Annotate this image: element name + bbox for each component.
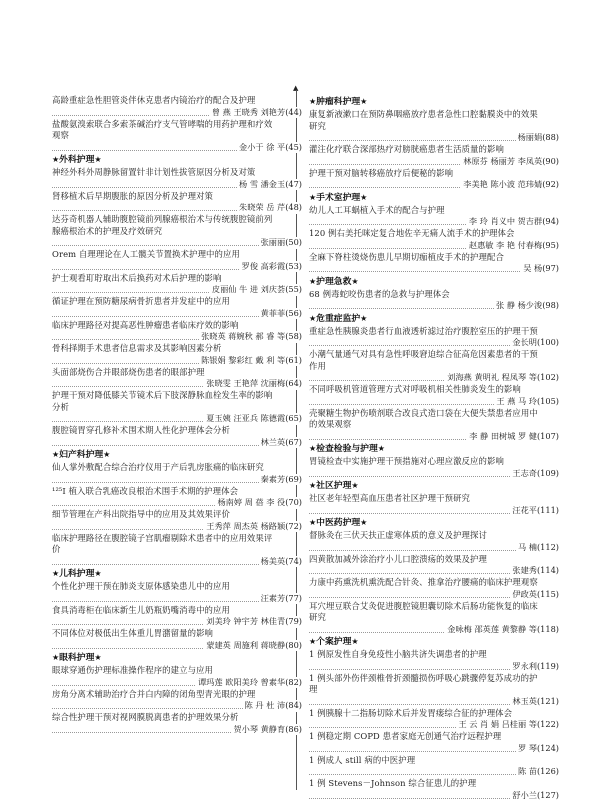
entry-title-line: 仙人掌外敷配合综合治疗仪用于产后乳房胀痛的临床研究	[52, 462, 264, 472]
entry-authors: 张丽丽	[260, 237, 286, 247]
entry-authors: 吴 杨	[523, 263, 543, 273]
toc-entry[interactable]	[52, 425, 302, 448]
section-label: 社区护理	[316, 481, 352, 491]
star-icon: ★	[360, 518, 368, 527]
toc-entry[interactable]	[52, 273, 302, 296]
entry-title-line: 达芬奇机器人辅助腹腔镜前列腺癌根治术与传统腹腔镜前列	[52, 214, 273, 224]
entry-title-line: 理	[309, 684, 318, 694]
page-number: (124)	[536, 742, 559, 753]
entry-title-line: 1 例原发性自身免疫性小脑共济失调患者的护理	[309, 649, 487, 659]
dot-leader-line	[309, 179, 559, 191]
entry-authors: 罗永利	[512, 660, 537, 671]
toc-entry[interactable]	[52, 533, 302, 568]
dot-leader-line	[52, 308, 302, 320]
entry-authors: 朱晓荣 岳 芹	[239, 202, 286, 212]
page-number: (95)	[542, 239, 559, 250]
page-number: (50)	[285, 237, 302, 247]
entry-title-line: 康复新液漱口在预防鼻咽癌放疗患者急性口腔黏膜炎中的效果	[309, 109, 538, 119]
star-icon: ★	[360, 192, 368, 202]
page-number: (79)	[285, 616, 302, 626]
entry-authors: 王 燕 马 玲	[496, 395, 537, 406]
toc-entry[interactable]	[309, 289, 559, 312]
entry-title-line: Orem 自理理论在人工髋关节置换术护理中的应用	[52, 249, 240, 259]
entry-authors: 王 云 肖 娟 吕桂丽 等	[458, 719, 537, 729]
page-number: (58)	[285, 331, 302, 341]
toc-entry[interactable]	[52, 689, 302, 712]
entry-title-line: 观察	[52, 130, 69, 140]
toc-entry[interactable]	[52, 509, 302, 532]
star-icon: ★	[52, 450, 60, 459]
page-number: (69)	[285, 473, 302, 484]
entry-authors: 李美艳 陈小波 范玮婧	[463, 179, 543, 189]
page-number: (109)	[536, 467, 559, 478]
section-label: 个案护理	[316, 637, 352, 647]
entry-title-line: 护理干预对脑转移癌放疗后便秘的影响	[309, 167, 454, 178]
toc-entry[interactable]	[309, 252, 559, 275]
star-icon: ★	[377, 444, 385, 453]
entry-authors: 张 静 杨少浚	[496, 300, 543, 310]
entry-title-line: 1 例胰腺十二指肠切除术后并发胃瘘综合征的护理体会	[309, 707, 513, 718]
section-heading	[309, 313, 559, 325]
entry-title-line: 护理干预对降低膝关节镜术后下肢深静脉血栓发生率的影响	[52, 390, 273, 400]
section-heading	[309, 517, 559, 529]
entry-title-line: 腺癌根治术的护理及疗效研究	[52, 225, 163, 236]
dot-leader-line	[309, 743, 559, 755]
entry-title-line: 神经外科外周静脉留置针非计划性拔管原因分析及对策	[52, 167, 256, 177]
page-number: (97)	[542, 263, 559, 273]
toc-entry[interactable]	[309, 530, 559, 553]
page-number: (127)	[536, 789, 559, 800]
dot-leader-line	[52, 700, 302, 712]
entry-authors: 王志奇	[512, 467, 537, 478]
toc-entry[interactable]	[309, 205, 559, 228]
entry-title-line: 1 例稳定期 COPD 患者家庭无创通气治疗远程护理	[309, 731, 502, 741]
section-label: 中医药护理	[316, 518, 361, 528]
page-number: (111)	[536, 504, 559, 515]
dot-leader-line	[309, 624, 559, 636]
star-icon: ★	[360, 313, 368, 323]
toc-entry[interactable]	[309, 168, 559, 191]
entry-authors: 蒙建英 周施利 蒋晓静	[206, 639, 286, 650]
entry-authors: 杨丽娟	[517, 132, 543, 142]
entry-title-line: 头面部烧伤合并眼部烧伤患者的眼部护理	[52, 366, 205, 377]
entry-title-line: 眼球穿通伤护理标准操作程序的建立与应用	[52, 665, 214, 675]
star-icon: ★	[309, 192, 317, 202]
entry-title-line: 120 例右美托咪定复合地佐辛无痛人流手术的护理体会	[309, 228, 515, 238]
entry-title-line: 细节管理在产科出院指导中的应用及其效果评价	[52, 509, 230, 519]
toc-entry[interactable]	[52, 191, 302, 214]
section-label: 眼科护理	[59, 653, 95, 663]
entry-authors: 舒小兰	[512, 789, 537, 800]
dot-leader-line	[309, 766, 559, 778]
page-number: (64)	[285, 378, 302, 388]
page-number: (122)	[536, 719, 559, 729]
toc-column-right	[309, 95, 559, 802]
page-number: (121)	[536, 695, 559, 706]
dot-leader-line	[309, 240, 559, 252]
page-number: (65)	[285, 413, 302, 423]
section-label: 手术室护理	[316, 192, 361, 203]
entry-title-line: ¹²⁵I 植入联合乳癌改良根治术围手术期的护理体会	[52, 485, 239, 496]
entry-title-line: 力康中药熏洗机熏洗配合针灸、推拿治疗腰痛的临床护理观察	[309, 577, 538, 587]
entry-authors: 马 楠	[517, 541, 537, 552]
dot-leader-line	[52, 107, 302, 119]
entry-title-line: 胃镜检查中实施护理干预措施对心理应激反应的影响	[309, 456, 504, 466]
dot-leader-line	[309, 468, 559, 480]
toc-entry[interactable]	[52, 367, 302, 390]
dot-leader-line	[309, 696, 559, 708]
toc-entry[interactable]	[309, 673, 559, 708]
toc-entry[interactable]	[309, 577, 559, 600]
dot-leader-line	[52, 724, 302, 736]
entry-authors: 张晓雯 王艳萍 沈丽梅	[206, 378, 286, 388]
entry-title-line: 腹腔镜胃穿孔修补术围术期人性化护理体会分析	[52, 425, 230, 435]
dot-leader-line	[309, 396, 559, 408]
dot-leader-line	[309, 790, 559, 802]
entry-title-line: 不同呼吸机管道管理方式对呼吸机相关性肺炎发生的影响	[309, 384, 521, 394]
page-number: (44)	[285, 106, 302, 117]
page-number: (100)	[536, 337, 559, 347]
star-icon: ★	[309, 313, 317, 323]
dot-leader-line	[52, 497, 302, 509]
entry-title-line: 全麻下脊柱烫烧伤患儿早期切痂植皮手术的护理配合	[309, 251, 504, 262]
entry-title-line: 不同体位对极低出生体重儿胃潴留量的影响	[52, 628, 214, 638]
entry-title-line: 高龄重症急性胆管炎伴休克患者内镜治疗的配合及护理	[52, 95, 256, 105]
toc-entry[interactable]	[52, 486, 302, 509]
page-number: (70)	[285, 497, 302, 507]
entry-title-line: 骨科择期手术患者信息需求及其影响因素分析	[52, 343, 222, 353]
page-number: (105)	[536, 395, 559, 406]
entry-authors: 陈 苗	[517, 766, 537, 776]
star-icon: ★	[52, 653, 60, 662]
entry-authors: 林兰英	[260, 436, 286, 447]
toc-entry[interactable]	[52, 581, 302, 604]
entry-authors: 林原芬 杨丽芳 李凤英	[463, 155, 543, 166]
entry-authors: 张晓英 蒋婉秋 郝 睿 等	[201, 331, 286, 341]
entry-title-line: 作用	[309, 360, 326, 371]
toc-column-left	[52, 95, 302, 736]
entry-authors: 金咏梅 邵英莲 黄黎静 等	[447, 623, 537, 634]
entry-title-line: 分析	[52, 401, 69, 412]
toc-entry[interactable]	[309, 731, 559, 754]
entry-title-line: 68 例毒蛇咬伤患者的急救与护理体会	[309, 288, 450, 299]
entry-authors: 曾 燕 王晓秀 刘艳芳	[211, 106, 286, 117]
page-number: (88)	[542, 132, 559, 142]
page-number: (112)	[536, 541, 559, 552]
entry-title-line: 个性化护理干预在肺炎支原体感染患儿中的应用	[52, 581, 230, 591]
entry-authors: 秦素芳	[260, 473, 286, 484]
toc-entry[interactable]	[52, 462, 302, 485]
toc-entry[interactable]	[309, 144, 559, 167]
entry-authors: 罗 琴	[517, 742, 537, 753]
page-number: (74)	[285, 555, 302, 566]
page-number: (53)	[285, 260, 302, 271]
entry-title-line: 综合性护理干预对视网膜脱离患者的护理效果分析	[52, 712, 239, 722]
section-label: 肿瘤科护理	[316, 97, 361, 107]
dot-leader-line	[52, 202, 302, 214]
entry-title-line: 督脉灸在三伏天扶正虚寒体质的意义及护理探讨	[309, 530, 487, 540]
entry-title-line: 临床护理路径在腹腔镜子宫肌瘤剔除术患者中的应用效果评	[52, 532, 273, 543]
toc-entry[interactable]	[309, 456, 559, 479]
entry-title-line: 1 例成人 still 病的中医护理	[309, 754, 416, 765]
toc-entry[interactable]	[52, 605, 302, 628]
dot-leader-line	[309, 431, 559, 443]
dot-leader-line	[52, 521, 302, 533]
entry-title-line: 循证护理在预防糖尿病骨折患者并发症中的应用	[52, 296, 230, 306]
entry-title-line: 耳穴埋豆联合艾灸促进腹腔镜胆囊切除术后肠功能恢复的临床	[309, 600, 538, 611]
dot-leader-line	[309, 156, 559, 168]
entry-authors: 罗俊 高彩霞	[241, 260, 286, 271]
dot-leader-line	[52, 284, 302, 296]
toc-entry[interactable]	[309, 408, 559, 443]
entry-title-line: 幼儿人工耳蜗植入手术的配合与护理	[309, 204, 445, 215]
entry-title-line: 研究	[309, 120, 326, 131]
toc-entry[interactable]	[309, 778, 559, 801]
page-number: (114)	[536, 565, 559, 575]
toc-entry[interactable]	[309, 708, 559, 731]
page-number: (98)	[542, 300, 559, 310]
toc-entry[interactable]	[52, 320, 302, 343]
entry-authors: 刘美玲 钟宇芳 林佳青	[206, 616, 286, 626]
dot-leader-line	[309, 542, 559, 554]
toc-entry[interactable]	[309, 326, 559, 349]
page-number: (61)	[285, 354, 302, 365]
page-number: (119)	[536, 660, 559, 671]
section-heading	[52, 652, 302, 664]
page-number: (45)	[285, 141, 302, 152]
dot-leader-line	[309, 589, 559, 601]
entry-title-line: 1 例头部外伤伴颈椎骨折颈髓损伤呼吸心跳骤停复苏成功的护	[309, 672, 538, 683]
entry-authors: 赵惠敏 李 艳 付春梅	[468, 239, 543, 250]
page-number: (118)	[536, 623, 559, 634]
entry-authors: 李 玲 肖义中 贺吉群	[468, 216, 543, 226]
page-number: (72)	[285, 520, 302, 531]
entry-title-line: 1 例 Stevens－Johnson 综合征患儿的护理	[309, 778, 477, 788]
star-icon: ★	[351, 481, 359, 490]
entry-authors: 汪素芳	[260, 592, 286, 603]
page-number: (56)	[285, 307, 302, 318]
page-number: (80)	[285, 639, 302, 650]
page-number: (47)	[285, 178, 302, 189]
star-icon: ★	[52, 569, 60, 578]
entry-authors: 汪花平	[512, 504, 537, 515]
dot-leader-line	[52, 331, 302, 343]
toc-entry[interactable]	[309, 554, 559, 577]
dot-leader-line	[52, 142, 302, 154]
section-label: 外科护理	[59, 155, 95, 165]
entry-title-line: 盐酸氨溴索联合多索茶碱治疗支气管哮喘的用药护理和疗效	[52, 118, 273, 129]
page-number: (90)	[542, 155, 559, 166]
dot-leader-line	[52, 237, 302, 249]
toc-entry[interactable]	[52, 712, 302, 735]
page-number: (86)	[285, 723, 302, 734]
entry-title-line: 价	[52, 544, 61, 554]
section-heading	[52, 449, 302, 461]
toc-entry[interactable]	[52, 119, 302, 154]
section-heading	[309, 480, 559, 492]
entry-authors: 陈银娟 黎彩红 戴 利 等	[201, 354, 286, 365]
star-icon: ★	[309, 518, 317, 527]
toc-entry[interactable]	[52, 95, 302, 118]
section-label: 危重症监护	[316, 313, 361, 324]
toc-entry[interactable]	[309, 649, 559, 672]
entry-title-line: 四黄散加减外涂治疗小儿口腔溃疡的效果及护理	[309, 553, 487, 564]
section-heading	[309, 443, 559, 455]
section-heading	[309, 192, 559, 204]
page-number: (126)	[536, 766, 559, 776]
toc-entry[interactable]	[309, 601, 559, 636]
dot-leader-line	[309, 565, 559, 577]
dot-leader-line	[52, 413, 302, 425]
page-number: (84)	[285, 700, 302, 710]
section-label: 护理急救	[316, 276, 352, 287]
page-number: (115)	[536, 588, 559, 599]
entry-authors: 杨南婷 周 蓓 李 役	[217, 497, 286, 507]
entry-authors: 伊政英	[512, 588, 537, 599]
star-icon: ★	[309, 276, 317, 286]
section-heading	[52, 568, 302, 580]
page-number: (67)	[285, 436, 302, 447]
section-label: 检查检验与护理	[316, 444, 378, 454]
star-icon: ★	[94, 653, 102, 662]
entry-title-line: 灌注化疗联合深部热疗对膀胱癌患者生活质量的影响	[309, 144, 504, 154]
section-heading	[309, 276, 559, 288]
dot-leader-line	[309, 505, 559, 517]
dot-leader-line	[52, 556, 302, 568]
entry-title-line: 临床护理路径对提高恶性肿瘤患者临床疗效的影响	[52, 319, 239, 330]
toc-entry[interactable]	[309, 493, 559, 516]
star-icon: ★	[309, 481, 317, 490]
section-heading	[309, 636, 559, 648]
toc-entry[interactable]	[309, 755, 559, 778]
dot-leader-line	[52, 355, 302, 367]
entry-authors: 皮丽仙 牛 进 刘庆荟	[211, 284, 286, 294]
entry-authors: 林玉英	[512, 695, 537, 706]
star-icon: ★	[94, 155, 102, 164]
entry-authors: 陈 丹 杜 沛	[244, 700, 286, 710]
toc-entry[interactable]	[52, 167, 302, 190]
dot-leader-line	[52, 474, 302, 486]
toc-entry[interactable]	[52, 343, 302, 366]
star-icon: ★	[94, 569, 102, 578]
dot-leader-line	[52, 378, 302, 390]
dot-leader-line	[309, 337, 559, 349]
star-icon: ★	[351, 276, 359, 286]
dot-leader-line	[52, 179, 302, 191]
entry-authors: 金长明	[512, 337, 537, 347]
entry-authors: 夏玉姨 汪亚兵 陈德霞	[206, 413, 286, 423]
star-icon: ★	[103, 450, 111, 459]
page-number: (82)	[285, 676, 302, 687]
toc-entry[interactable]	[52, 665, 302, 688]
entry-authors: 李 静 田树城 罗 健	[469, 430, 537, 441]
entry-authors: 刘海燕 黄明礼 程凤琴 等	[447, 372, 537, 382]
toc-entry[interactable]	[52, 296, 302, 319]
entry-title-line: 的效果观察	[309, 419, 352, 429]
star-icon: ★	[309, 97, 317, 106]
toc-entry[interactable]	[52, 249, 302, 272]
dot-leader-line	[52, 593, 302, 605]
star-icon: ★	[52, 155, 60, 164]
star-icon: ★	[309, 444, 317, 453]
page-number: (94)	[542, 216, 559, 226]
entry-authors: 杨 雪 潘金玉	[239, 178, 286, 189]
star-icon: ★	[309, 637, 317, 646]
entry-title-line: 房角分离术辅助治疗合并白内障的闭角型青光眼的护理	[52, 688, 256, 699]
star-icon: ★	[351, 637, 359, 646]
section-heading	[309, 96, 559, 108]
entry-title-line: 社区老年轻型高血压患者社区护理干预研究	[309, 493, 471, 503]
section-heading	[52, 154, 302, 166]
dot-leader-line	[309, 263, 559, 275]
page-number: (102)	[536, 372, 559, 382]
entry-title-line: 壳聚糖生物护伤喷剂联合改良式造口袋在大便失禁患者应用中	[309, 407, 538, 418]
entry-title-line: 肾移植术后早期腹胀的原因分析及护理对策	[52, 190, 214, 201]
dot-leader-line	[52, 616, 302, 628]
entry-authors: 谭玛莲 欧阳美玲 曾素华	[198, 676, 286, 687]
page-number: (48)	[285, 202, 302, 212]
entry-title-line: 重症急性胰腺炎患者行血液透析滤过治疗腹腔室压的护理干预	[309, 325, 538, 336]
dot-leader-line	[309, 719, 559, 731]
entry-title-line: 小潮气量通气对具有急性呼吸窘迫综合征高危因素患者的干预	[309, 349, 538, 359]
star-icon: ★	[360, 97, 368, 106]
entry-title-line: 食具消毒柜在临床新生儿奶瓶奶嘴消毒中的应用	[52, 604, 230, 615]
toc-entry[interactable]	[309, 109, 559, 144]
dot-leader-line	[52, 437, 302, 449]
page-number: (55)	[285, 284, 302, 294]
column-top-triangle-icon: ▲	[293, 84, 299, 92]
dot-leader-line	[309, 300, 559, 312]
entry-authors: 贺小琴 黄静育	[233, 723, 286, 734]
dot-leader-line	[309, 372, 559, 384]
toc-entry[interactable]	[52, 214, 302, 249]
toc-entry[interactable]	[309, 384, 559, 407]
page-number: (92)	[542, 179, 559, 189]
entry-authors: 张建秀	[512, 565, 537, 575]
entry-title-line: 护士观看耵聍取出术后换药对术后护理的影响	[52, 272, 222, 283]
toc-entry[interactable]	[309, 349, 559, 384]
entry-title-line: 研究	[309, 612, 326, 622]
dot-leader-line	[52, 261, 302, 273]
entry-authors: 金小于 徐 平	[239, 141, 286, 152]
dot-leader-line	[52, 640, 302, 652]
page-number: (77)	[285, 592, 302, 603]
dot-leader-line	[52, 677, 302, 689]
section-label: 妇产科护理	[59, 450, 104, 460]
entry-authors: 黄菲菲	[260, 307, 286, 318]
page-number: (107)	[536, 430, 559, 441]
dot-leader-line	[309, 132, 559, 144]
toc-entry[interactable]	[52, 390, 302, 425]
dot-leader-line	[309, 661, 559, 673]
toc-entry[interactable]	[309, 228, 559, 251]
section-label: 儿科护理	[59, 569, 95, 579]
entry-authors: 王秀萍 周杰英 杨路颖	[206, 520, 286, 531]
entry-authors: 杨美英	[260, 555, 286, 566]
dot-leader-line	[309, 216, 559, 228]
toc-entry[interactable]	[52, 628, 302, 651]
